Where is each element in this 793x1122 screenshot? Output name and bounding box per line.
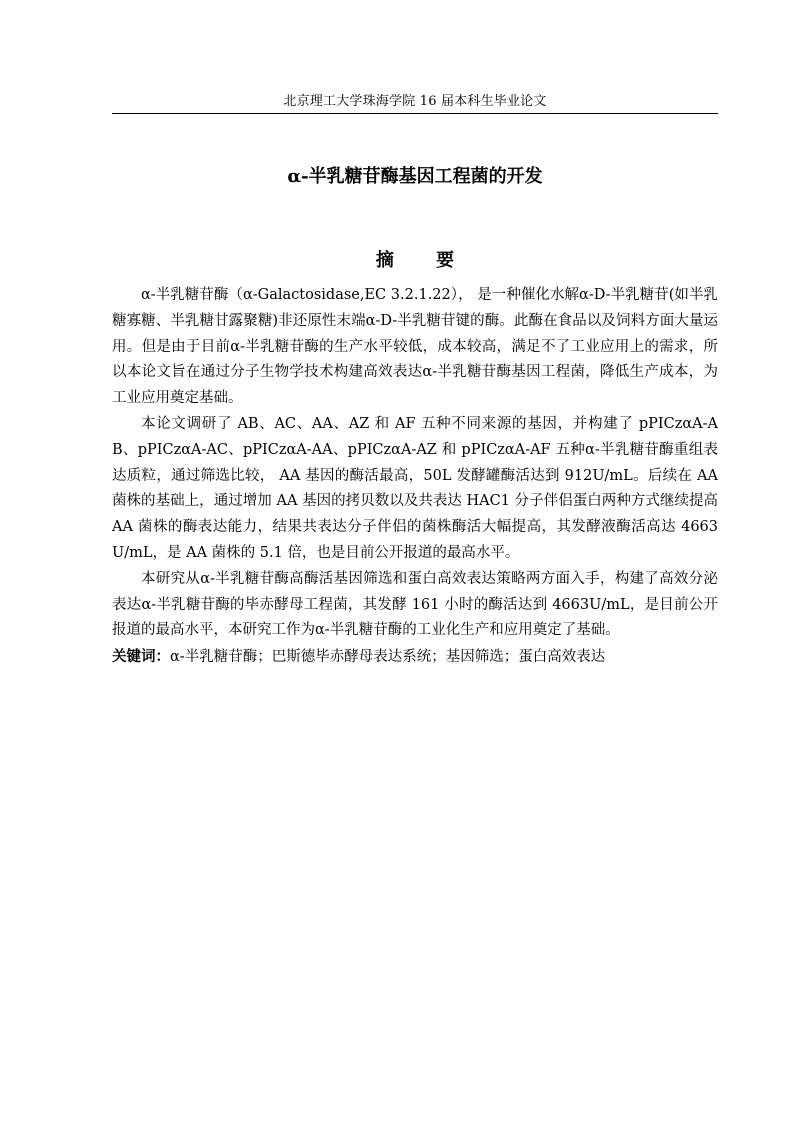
abstract-body <box>112 283 718 671</box>
abstract-paragraph-3: 本研究从α-半乳糖苷酶高酶活基因筛选和蛋白高效表达策略两方面入手，构建了高效分泌表达α-半乳糖苷酶的毕赤酵母工程菌，其发酵 161 小时的酶活达到 4663U/mL，是目前公开报道的最高水平，本研究工作为α-半乳糖苷酶的工业化生产和应用奠定了基础。 <box>112 570 718 639</box>
page-header: 北京理工大学珠海学院 16 届本科生毕业论文 <box>283 94 547 109</box>
header-divider <box>112 113 718 114</box>
thesis-title: α-半乳糖苷酶基因工程菌的开发 <box>287 166 543 187</box>
abstract-paragraph-2: 本论文调研了 AB、AC、AA、AZ 和 AF 五种不同来源的基因，并构建了 pPICzαA-AB、pPICzαA-AC、pPICzαA-AA、pPICzαA-AZ 和 pPICzαA-AF 五种α-半乳糖苷酶重组表达质粒，通过筛选比较， AA 基因的酶活最高，50L 发酵罐酶活达到 912U/mL。后续在 AA 菌株的基础上，通过增加 AA 基因的拷贝数以及共表达 HAC1 分子伴侣蛋白两种方式继续提高 AA 菌株的酶表达能力，结果共表达分子伴侣的菌株酶活大幅提高，其发酵液酶活高达 4663U/mL，是 AA 菌株的 5.1 倍，也是目前公开报道的最高水平。 <box>112 415 718 561</box>
keywords-text: α-半乳糖苷酶；巴斯德毕赤酵母表达系统；基因筛选；蛋白高效表达 <box>170 649 606 666</box>
keywords-line <box>112 644 718 671</box>
abstract-paragraph-1: α-半乳糖苷酶（α-Galactosidase,EC 3.2.1.22）， 是一种催化水解α-D-半乳糖苷(如半乳糖寡糖、半乳糖甘露聚糖)非还原性末端α-D-半乳糖苷键的酶。此酶在食品以及饲料方面大量运用。但是由于目前α-半乳糖苷酶的生产水平较低，成本较高，满足不了工业应用上的需求，所以本论文旨在通过分子生物学技术构建高效表达α-半乳糖苷酶基因工程菌，降低生产成本，为工业应用奠定基础。 <box>112 287 718 407</box>
keywords-label: 关键词： <box>112 648 170 666</box>
abstract-heading: 摘 要 <box>375 250 473 271</box>
